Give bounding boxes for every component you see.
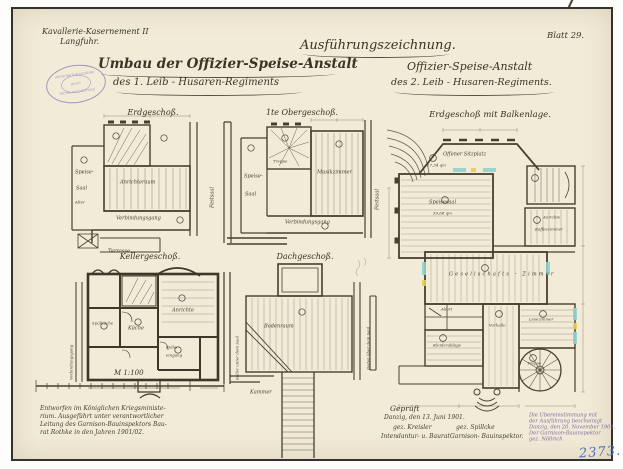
signature-role-1: Intendantur- u. Baurat xyxy=(381,433,450,440)
plan-erdgeschoss xyxy=(64,108,242,258)
plan-obergeschoss-title: 1te Obergeschoß. xyxy=(265,108,339,117)
location-line1: Kavallerie-Kasernement II xyxy=(42,27,149,36)
stamp-text-mid: BLATT xyxy=(70,81,82,87)
side-label-keller-unter-saal: Keller unter dem Saal xyxy=(235,335,240,380)
certification-line3: Danzig, den 20. November 1901. xyxy=(529,424,616,431)
room-label-kaffeezimmer: Kaffeezimmer xyxy=(535,227,563,232)
signature-2: gez. Spillcke xyxy=(456,424,495,431)
room-label-gesellschaftszimmer: Gesellschafts - Zimmer xyxy=(449,271,556,278)
scale-bar-drawing xyxy=(32,370,227,396)
room-label-musikzimmer: Musikzimmer xyxy=(317,169,352,176)
room-label-speisesaal: Speisesaal xyxy=(429,199,457,206)
certification-line1: Die Übereinstimmung mit xyxy=(529,412,598,419)
room-label-kueche: Küche xyxy=(128,325,144,332)
area-label-speisesaal: 59,68 qm xyxy=(433,211,452,216)
balkenlage-plan-drawing xyxy=(385,108,598,419)
plan-erdgeschoss-title: Erdgeschoß. xyxy=(127,108,179,117)
gepruft-label: Geprüft xyxy=(390,404,420,413)
signature-1: gez. Kreisler xyxy=(393,424,432,431)
provenance-note-line3: Leitung des Garnison-Bauinspektors Bau- xyxy=(40,421,167,428)
room-label-speise: Speise- xyxy=(75,169,94,176)
room-label-bodenraum: Bodenraum xyxy=(264,323,294,330)
side-label-verbindungsgang-k: Verbindungsgang xyxy=(69,344,74,380)
plan-balkenlage xyxy=(385,108,598,419)
location-line2: Langfuhr. xyxy=(60,37,100,46)
obergeschoss-plan-drawing xyxy=(227,108,377,258)
main-title-line1: Umbau der Offizier-Speise-Anstalt xyxy=(98,56,358,72)
provenance-note-line1: Entworfen im Königlichen Kriegsministe- xyxy=(40,405,166,412)
side-label-boden-ueber-saal: Boden über dem Saal xyxy=(366,326,371,370)
main-subtitle-underline xyxy=(116,91,302,96)
side-label-festsaal-eg: Festsaal xyxy=(209,186,216,208)
plan-obergeschoss xyxy=(227,108,381,258)
stamp-text-top: ARCHITEKTUR-MUSEUM xyxy=(55,71,95,80)
main-title-line2: des 1. Leib - Husaren-Regiments xyxy=(113,77,280,88)
room-label-kammer: Kammer xyxy=(250,389,272,396)
paper-sheet xyxy=(11,7,622,462)
dachgeschoss-plan-drawing xyxy=(230,252,380,464)
signature-role-2: Garnison- Bauinspektor. xyxy=(450,433,524,440)
room-label-kellereingang2: eingang xyxy=(166,353,183,358)
room-label-saal: Saal xyxy=(76,185,88,192)
plan-dachgeschoss-title: Dachgeschoß. xyxy=(276,252,334,261)
scale-bar xyxy=(32,370,227,396)
stamp-text-bottom: TECHN. HOCHSCHULE xyxy=(58,88,96,97)
room-label-spuelkueche: Spülküche xyxy=(92,321,114,326)
plan-dachgeschoss xyxy=(230,252,380,464)
room-label-treppe-e: Treppe xyxy=(527,361,542,366)
room-label-abort: Abort xyxy=(441,307,453,312)
certification-line4: Der Garnison-Bauinspektor xyxy=(529,430,601,437)
scale-label: M 1:100 xyxy=(114,369,144,377)
right-subtitle-underline xyxy=(394,91,554,96)
room-label-alter: Alter xyxy=(75,200,85,205)
area-label-sitzplatz: 17,34 qm xyxy=(427,163,446,168)
side-label-festsaal-og: Festsaal xyxy=(374,188,381,210)
room-label-verbindungsgang-og: Verbindungsgang xyxy=(285,219,330,226)
registry-number: 2373. xyxy=(578,443,622,462)
room-label-kleiderablage: Kleiderablage xyxy=(433,343,462,348)
room-label-anrichte-k: Anrichte xyxy=(172,307,194,314)
room-label-speise-og: Speise- xyxy=(244,173,263,180)
room-label-anrichteraum: Anrichteraum xyxy=(120,179,156,186)
room-label-kellereingang1: Keller- xyxy=(166,345,180,350)
provenance-note-line2: rium. Ausgeführt unter verantwortlicher xyxy=(40,413,164,420)
room-label-anrichte-e: Anrichte xyxy=(543,215,561,220)
approval-date: Danzig, den 13. Juni 1901. xyxy=(384,414,465,421)
room-label-treppe-og: Treppe xyxy=(273,159,288,164)
plan-kellergeschoss-title: Kellergeschoß. xyxy=(119,252,181,261)
right-title-line2: des 2. Leib - Husaren-Regiments. xyxy=(391,77,552,88)
plan-balkenlage-title: Erdgeschoß mit Balkenlage. xyxy=(429,110,551,120)
room-label-terrasse: Terrasse xyxy=(108,248,130,255)
room-label-lesezimmer: Lesezimmer xyxy=(529,317,554,322)
doc-type-title: Ausführungszeichnung. xyxy=(300,38,456,53)
certification-signature: gez. Nöllrich xyxy=(529,436,563,443)
right-title-line1: Offizier-Speise-Anstalt xyxy=(407,60,533,73)
room-label-vorhalle: Vorhalle xyxy=(489,323,506,328)
certification-line2: der Ausführung bescheinigt xyxy=(529,418,603,425)
room-label-verbindungsgang: Verbindungsgang xyxy=(116,215,161,222)
room-label-saal-og: Saal xyxy=(245,191,257,198)
sheet-number: Blatt 29. xyxy=(547,31,585,41)
room-label-offener-sitzplatz: Offener Sitzplatz xyxy=(443,151,487,158)
provenance-note-line4: rat Rothke in den Jahren 1901/02. xyxy=(40,429,144,436)
